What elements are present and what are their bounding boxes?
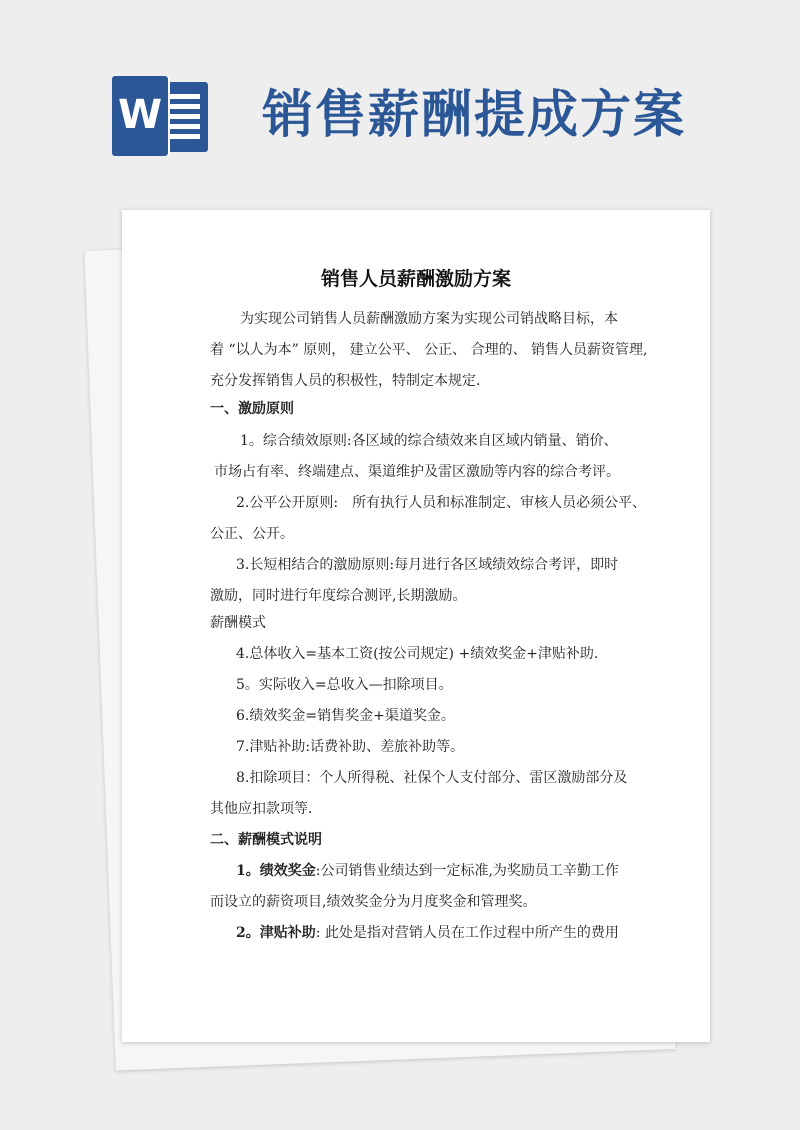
section-heading: 二、薪酬模式说明 bbox=[210, 832, 322, 848]
paragraph-line: 1。综合绩效原则:各区域的综合绩效来自区域内销量、销价、 bbox=[240, 433, 618, 449]
paragraph-line: 7.津贴补助:话费补助、差旅补助等。 bbox=[236, 739, 465, 755]
paragraph-line bbox=[236, 920, 676, 947]
banner-title: 销售薪酬提成方案 bbox=[262, 86, 687, 145]
paragraph-line: 5。实际收入=总收入—扣除项目。 bbox=[236, 677, 453, 693]
paragraph-line: 薪酬模式 bbox=[210, 615, 266, 631]
paragraph-line: 2.公平公开原则: 所有执行人员和标准制定、审核人员必须公平、 bbox=[236, 495, 647, 511]
paragraph-line: 8.扣除项目：个人所得税、社保个人支付部分、雷区激励部分及 bbox=[236, 770, 628, 786]
paragraph-line: 公正、公开。 bbox=[210, 526, 294, 542]
document-title: 销售人员薪酬激励方案 bbox=[320, 268, 511, 290]
word-logo-letter: W bbox=[117, 92, 163, 138]
term-text: : 此处是指对营销人员在工作过程中所产生的费用 bbox=[315, 925, 619, 941]
banner-header bbox=[0, 0, 800, 200]
term-lead: 1。绩效奖金 bbox=[236, 863, 316, 879]
paragraph-line: 而设立的薪资项目,绩效奖金分为月度奖金和管理奖。 bbox=[210, 894, 537, 910]
paragraph-line: 激励，同时进行年度综合测评,长期激励。 bbox=[210, 588, 467, 604]
paragraph-line bbox=[236, 858, 676, 885]
paragraph-line: 其他应扣款项等. bbox=[210, 801, 313, 817]
paragraph-line: 充分发挥销售人员的积极性，特制定本规定. bbox=[210, 373, 481, 389]
word-document-icon bbox=[112, 76, 208, 156]
section-heading: 一、激励原则 bbox=[210, 401, 294, 417]
paragraph-line: 3.长短相结合的激励原则:每月进行各区域绩效综合考评，即时 bbox=[236, 557, 619, 573]
paragraph-line: 市场占有率、终端建点、渠道维护及雷区激励等内容的综合考评。 bbox=[214, 464, 620, 480]
paragraph-line: 6.绩效奖金=销售奖金+渠道奖金。 bbox=[236, 708, 455, 724]
document-page bbox=[122, 210, 710, 1042]
word-letter-tile bbox=[112, 76, 168, 156]
paragraph-line: 着 “以人为本” 原则， 建立公平、 公正、 合理的、 销售人员薪资管理, bbox=[210, 342, 648, 358]
term-text: :公司销售业绩达到一定标准,为奖励员工辛勤工作 bbox=[315, 863, 619, 879]
term-lead: 2。津贴补助 bbox=[236, 925, 316, 941]
paragraph-line: 为实现公司销售人员薪酬激励方案为实现公司销战略目标，本 bbox=[240, 311, 618, 327]
paragraph-line: 4.总体收入=基本工资(按公司规定) +绩效奖金+津贴补助. bbox=[236, 646, 599, 662]
